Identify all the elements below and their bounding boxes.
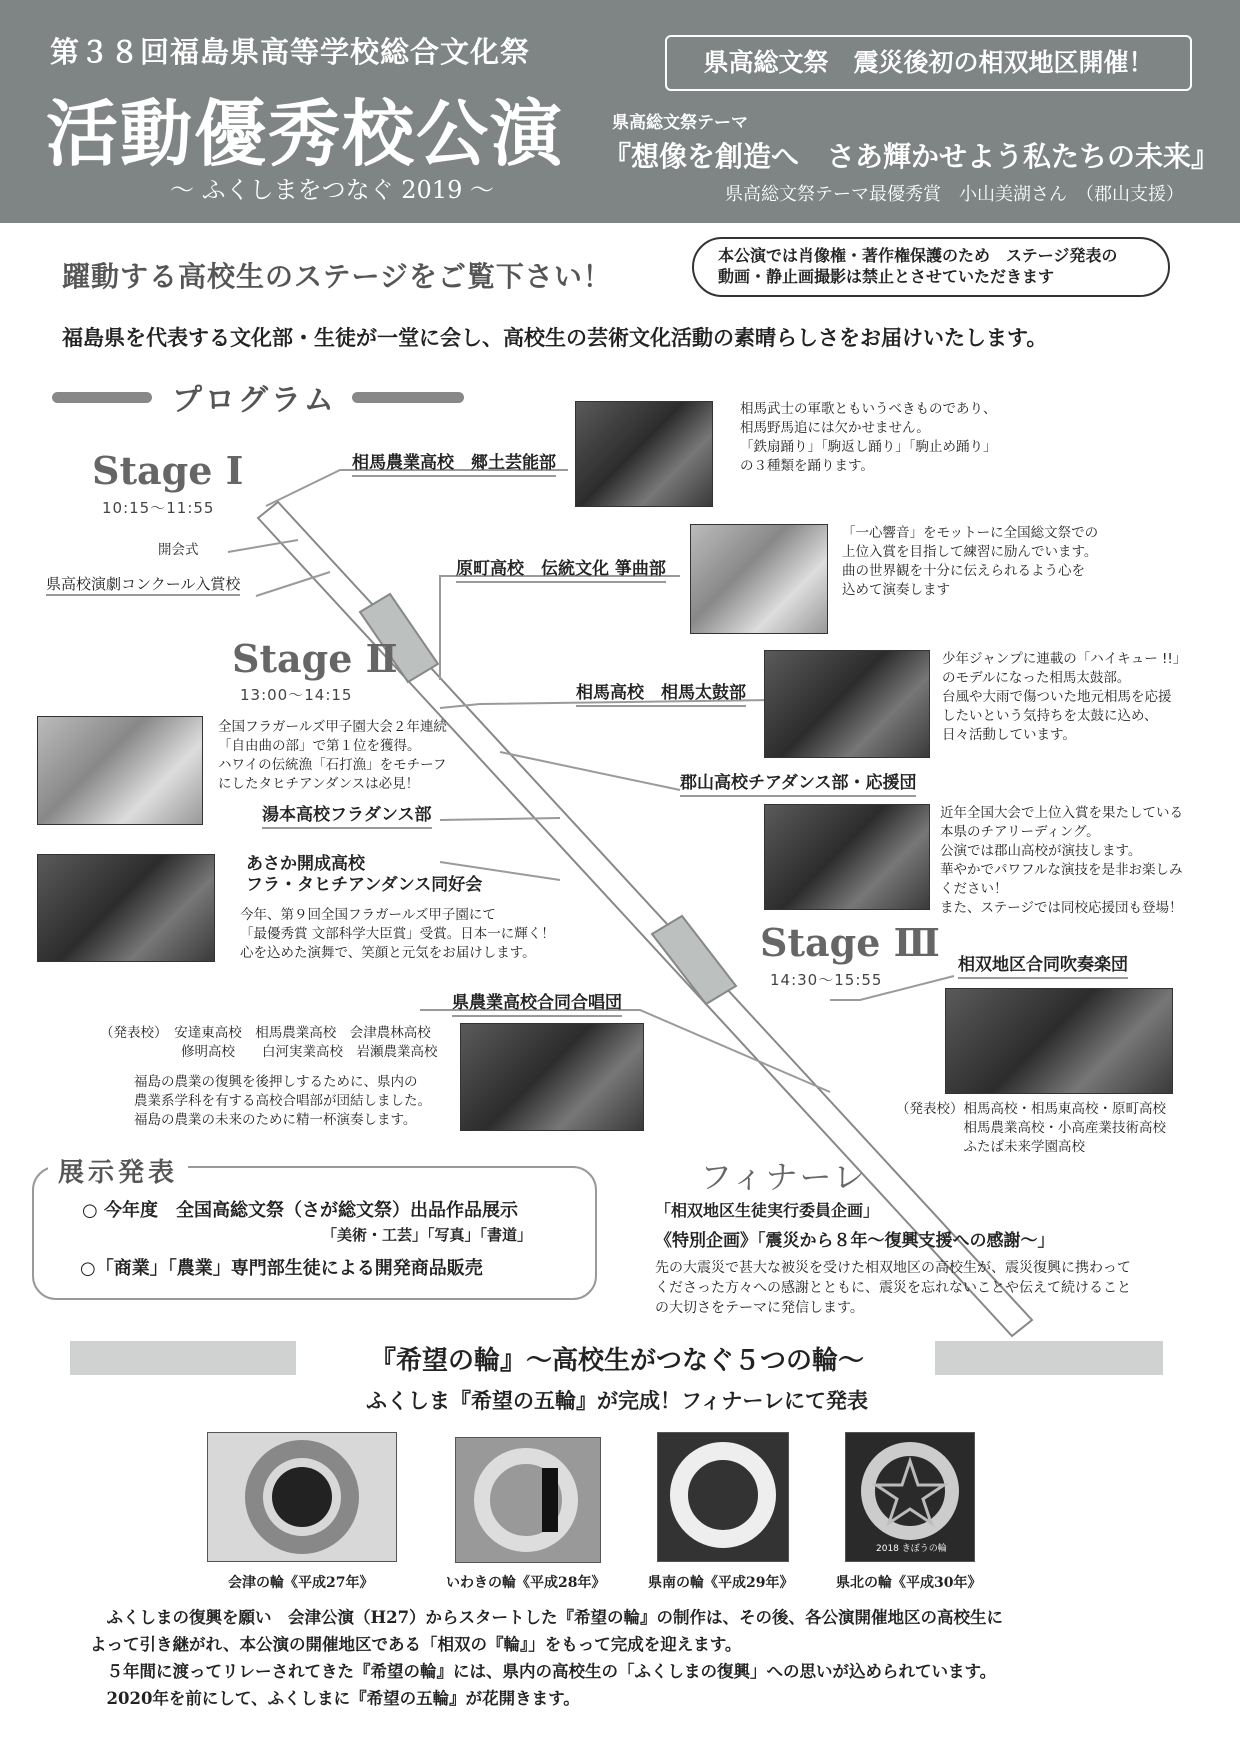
ring-plate-text: 2018 きぼうの輪 <box>876 1544 947 1554</box>
schools-souso-band: （発表校）相馬高校・相馬東高校・原町高校 相馬農業高校・小高産業技術高校 ふたば未来学園高校 <box>896 1101 1166 1155</box>
exhibit-item-1: ○ 今年度 全国高総文祭（さが総文祭）出品作品展示 <box>82 1200 518 1221</box>
line-haramachi <box>440 576 680 680</box>
drama-label: 県高校演劇コンクール入賞校 <box>46 575 240 596</box>
rings-subtitle: ふくしま『希望の五輪』が完成！フィナーレにて発表 <box>366 1388 868 1413</box>
photo-notice: 本公演では肖像権・著作権保護のため ステージ発表の 動画・静止画撮影は禁止とさせていただきます <box>692 237 1170 297</box>
desc-souma: 少年ジャンプに連載の「ハイキュー !!」 のモデルになった相馬太鼓部。 台風や大雨で傷ついた地元相馬を応援 したいという気持ちを太鼓に込め、 日々活動しています。 <box>942 651 1187 743</box>
main-title: 活動優秀校公演 <box>46 92 565 176</box>
photo-souma <box>764 650 930 758</box>
program-item-nogyo-choir: 県農業高校合同合唱団 <box>452 988 622 1017</box>
photo-souma-nogyo <box>575 401 713 507</box>
program-heading: プログラム <box>172 383 337 418</box>
exhibit-item-1-sub: 「美術・工芸」「写真」「書道」 <box>322 1226 533 1244</box>
finale-label: フィナーレ <box>700 1158 867 1196</box>
stage1-time: 10:15～11:55 <box>102 499 215 517</box>
program-item-asaka: あさか開成高校 フラ・タヒチアンダンス同好会 <box>246 854 483 895</box>
program-item-koriyama: 郡山高校チアダンス部・応援団 <box>680 768 916 797</box>
photo-souso-band <box>945 988 1173 1094</box>
photo-haramachi <box>690 524 828 634</box>
stage3-time: 14:30～15:55 <box>770 971 883 989</box>
ring-caption-kenpoku: 県北の輪《平成30年》 <box>836 1575 982 1591</box>
subtitle: ～ ふくしまをつなぐ 2019 ～ <box>170 176 494 204</box>
intro-headline: 躍動する高校生のステージをご覧下さい！ <box>62 260 612 293</box>
finale-org: 「相双地区生徒実行委員企画」 <box>655 1201 880 1220</box>
theme-label: 県高総文祭テーマ <box>612 113 748 133</box>
program-item-haramachi: 原町高校 伝統文化 箏曲部 <box>456 554 666 583</box>
desc-nogyo-choir: 福島の農業の復興を後押しするために、県内の 農業系学科を有する高校合唱部が団結しました。 福島の農業の未来のために精一杯演奏します。 <box>134 1074 431 1128</box>
stage2-label: Stage Ⅱ <box>232 636 398 681</box>
photo-koriyama <box>764 804 930 910</box>
opening-label: 開会式 <box>158 542 199 558</box>
ring-photo-aizu <box>207 1432 397 1562</box>
photo-yumoto <box>37 716 203 825</box>
finale-title: 《特別企画》「震災から８年～復興支援への感謝～」 <box>655 1231 1055 1251</box>
rings-bar-right <box>935 1341 1163 1375</box>
desc-asaka: 今年、第９回全国フラガールズ甲子園にて 「最優秀賞 文部科学大臣賞」受賞。日本一に輝く！ 心を込めた演舞で、笑顔と元気をお届けします。 <box>240 907 555 961</box>
desc-souma-nogyo: 相馬武士の軍歌ともいうべきものであり、 相馬野馬追には欠かせません。 「鉄扇踊り」「駒返し踊り」「駒止め踊り」 の３種類を踊ります。 <box>740 401 997 474</box>
ring-caption-kennan: 県南の輪《平成29年》 <box>648 1575 794 1591</box>
ring-photo-kenpoku <box>845 1432 975 1562</box>
photo-asaka <box>37 854 215 962</box>
edition-title: 第３８回福島県高等学校総合文化祭 <box>50 35 531 69</box>
desc-koriyama: 近年全国大会で上位入賞を果たしている 本県のチアリーディング。 公演では郡山高校が演技します。 華やかでパワフルな演技を是非お楽しみ ください！ また、ステージでは同校応援団も登場！ <box>940 805 1183 916</box>
notice-box-text: 県高総文祭 震災後初の相双地区開催！ <box>703 48 1154 77</box>
program-item-souma: 相馬高校 相馬太鼓部 <box>576 678 746 707</box>
exhibit-item-2: ○「商業」「農業」専門部生徒による開発商品販売 <box>80 1258 483 1279</box>
stage1-label: Stage Ⅰ <box>92 448 244 493</box>
photo-nogyo-choir <box>460 1023 644 1131</box>
desc-yumoto: 全国フラガールズ甲子園大会２年連続 「自由曲の部」で第１位を獲得。 ハワイの伝統漁「石打漁」をモチーフ にしたタヒチアンダンスは必見！ <box>218 719 447 792</box>
rings-bar-left <box>70 1341 296 1375</box>
theme-award: 県高総文祭テーマ最優秀賞 小山美湖さん （郡山支援） <box>725 184 1184 205</box>
program-item-souso-band: 相双地区合同吹奏楽団 <box>958 950 1128 979</box>
ring-photo-kennan <box>657 1432 789 1562</box>
intro-lead: 福島県を代表する文化部・生徒が一堂に会し、高校生の芸術文化活動の素晴らしさをお届けいたします。 <box>62 325 1048 350</box>
rings-body: ふくしまの復興を願い 会津公演（H27）からスタートした『希望の輪』の制作は、その後、各公演開催地区の高校生に よって引き継がれ、本公演の開催地区である「相双の『輪』」をもって完成を迎えます。 ５年間に渡ってリレーされてきた『希望の輪』には、県内の高校生の「ふくしまの復興」への思いが込められています。 2020年を前にして、ふくしまに『希望の五輪』が花開きます。 <box>90 1608 1004 1708</box>
theme-text: 『想像を創造へ さあ輝かせよう私たちの未来』 <box>603 140 1220 173</box>
exhibit-heading: 展示発表 <box>48 1152 188 1189</box>
ring-caption-aizu: 会津の輪《平成27年》 <box>228 1575 374 1591</box>
stage2-time: 13:00～14:15 <box>240 686 353 704</box>
desc-haramachi: 「一心響音」をモットーに全国総文祭での 上位入賞を目指して練習に励んでいます。 曲の世界観を十分に伝えられるよう心を 込めて演奏します <box>842 525 1099 598</box>
ring-caption-iwaki: いわきの輪《平成28年》 <box>446 1575 606 1591</box>
finale-desc: 先の大震災で甚大な被災を受けた相双地区の高校生が、震災復興に携わって くださった方々への感謝とともに、震災を忘れないことや伝えて続けること の大切さをテーマに発信します。 <box>655 1260 1131 1316</box>
schools-nogyo-choir: （発表校） 安達東高校 相馬農業高校 会津農林高校 修明高校 白河実業高校 岩瀬農業高校 <box>100 1025 438 1060</box>
rings-title: 『希望の輪』～高校生がつなぐ５つの輪～ <box>369 1346 864 1376</box>
ring-photo-iwaki <box>455 1437 601 1563</box>
program-item-yumoto: 湯本高校フラダンス部 <box>262 800 432 829</box>
stage3-label: Stage Ⅲ <box>760 920 940 965</box>
program-item-souma-nogyo: 相馬農業高校 郷土芸能部 <box>352 448 556 477</box>
